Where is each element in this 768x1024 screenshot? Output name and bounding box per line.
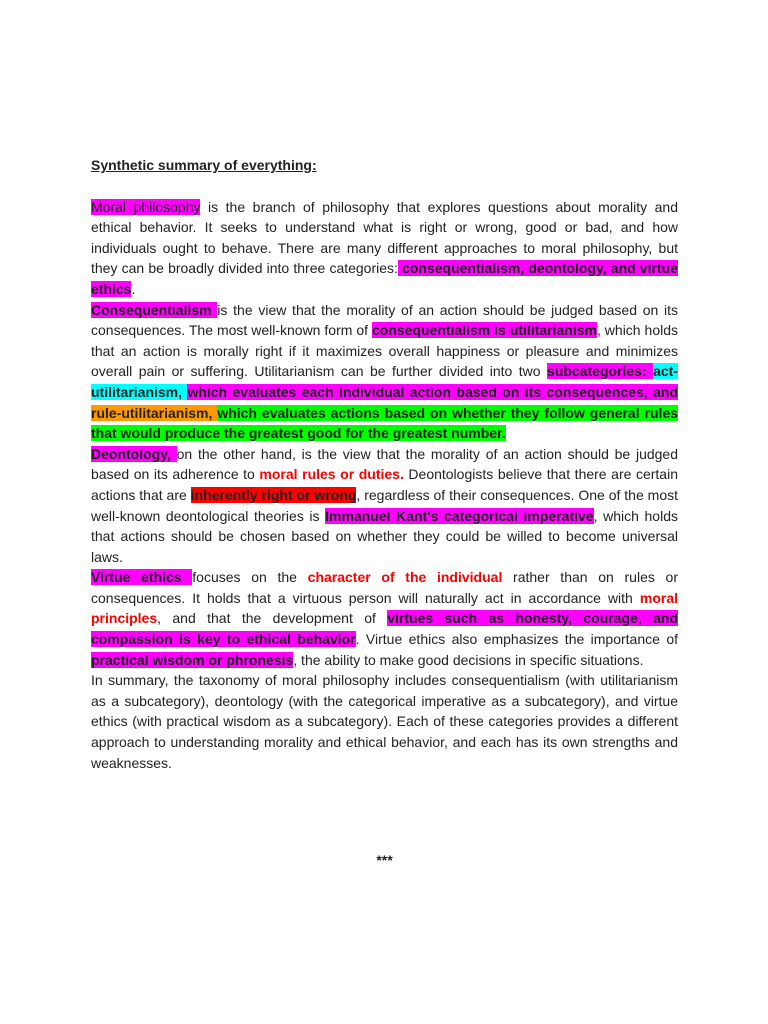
highlight-moral-philosophy: Moral philosophy (91, 198, 201, 215)
highlight-act-utilitarianism: act-utilitarianism, (91, 363, 679, 400)
highlight-utilitarianism: consequentialism is utilitarianism (372, 322, 597, 339)
text-run: , which holds that an action is morally right if it maximizes overall happiness or pleasure and minimizes overall pain or suffering. Utilitarianism can be further divided into two (91, 322, 679, 380)
text-run: , regardless of their consequences. One of the most well-known deontological theories is (91, 486, 678, 524)
text-run: , and that the development of (157, 610, 388, 627)
highlight-subcategories: subcategories: (547, 363, 654, 380)
text-run: . (131, 280, 136, 297)
text-run: . Virtue ethics also emphasizes the importance of (355, 631, 678, 648)
highlight-three-categories: consequentialism, deontology, and virtue ethics (91, 260, 678, 297)
highlight-inherently-right: inherently right or wrong (190, 486, 357, 503)
highlight-consequentialism: Consequentialism (91, 301, 218, 318)
highlight-phronesis: practical wisdom or phronesis (91, 651, 294, 668)
text-run: Deontologists believe that there are certain actions that are (91, 466, 678, 503)
document-page (91, 155, 679, 868)
paragraph-moral-philosophy (91, 197, 678, 300)
highlight-rule-description: which evaluates actions based on whether they follow general rules that would produce the greatest good for the greatest number. (91, 404, 679, 442)
highlight-deontology: Deontology, (91, 445, 177, 462)
text-run: is the branch of philosophy that explores questions about morality and ethical behavior. It seeks to understand what is right or wrong, good or bad, and how individuals ought to behave. There are many different approaches to moral philosophy, but they can be broadly divided into three categories: (91, 198, 678, 277)
text-run: rather than on rules or consequences. It holds that a virtuous person will naturally act in accordance with (91, 569, 679, 606)
text-run: , which holds that actions should be chosen based on whether they could be willed to become universal laws. (91, 507, 678, 565)
paragraph-consequentialism (91, 300, 678, 444)
text-run: on the other hand, is the view that the morality of an action should be judged based on its adherence to (91, 445, 679, 483)
red-text-moral-principles: moral principles (91, 589, 678, 627)
text-run: focuses on the (192, 569, 308, 586)
highlight-kant-imperative: Immanuel Kant's categorical imperative (325, 507, 594, 524)
highlight-act-description: which evaluates each individual action based on its consequences, and (187, 383, 678, 400)
red-text-moral-rules: moral rules or duties. (259, 466, 404, 483)
paragraph-deontology (91, 444, 678, 568)
paragraph-summary: In summary, the taxonomy of moral philosophy includes consequentialism (with utilitarianism as a subcategory), deontology (with the categorical imperative as a subcategory), and virtue ethics (with practical wisdom as a subcategory). Each of these categories provides a different approach to understanding morality and ethical behavior, and each has its own strengths and weaknesses. (91, 672, 678, 771)
section-separator: *** (376, 852, 393, 868)
red-text-character: character of the individual (307, 569, 503, 586)
highlight-rule-utilitarianism: rule-utilitarianism, (91, 404, 218, 421)
text-run: is the view that the morality of an action should be judged based on its consequences. The most well-known form of (91, 301, 679, 339)
text-run: , the ability to make good decisions in specific situations. (293, 651, 644, 668)
document-heading: Synthetic summary of everything: (91, 157, 317, 173)
paragraph-virtue-ethics (91, 567, 678, 670)
highlight-virtue-ethics: Virtue ethics (91, 569, 193, 586)
highlight-virtues: virtues such as honesty, courage, and compassion is key to ethical behavior (91, 610, 679, 648)
